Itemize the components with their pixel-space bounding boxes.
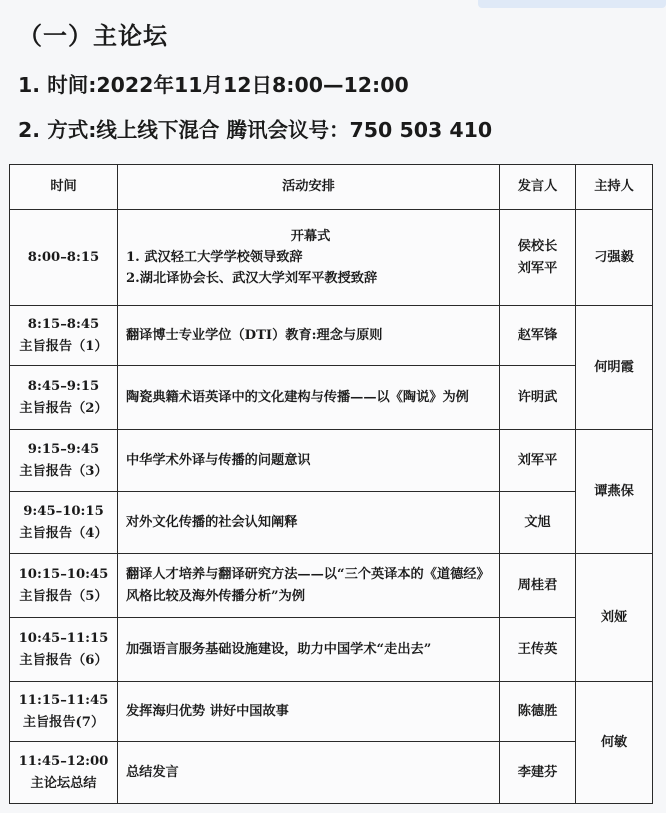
time-range: 8:15–8:45 [27,317,100,333]
table-row [10,742,653,804]
row-speaker: 刘军平 [500,430,576,492]
time-range: 9:45–10:15 [23,504,104,520]
row-activity: 总结发言 [118,742,500,804]
table-row [10,306,653,366]
header-row [10,165,653,210]
host-cell-2: 何明霞 [576,306,653,430]
time-label: 主旨报告(7） [22,714,105,730]
row-activity: 对外文化传播的社会认知阐释 [118,492,500,554]
row-activity: 翻译博士专业学位（DTI）教育:理念与原则 [118,306,500,366]
schedule-table [9,164,653,804]
row-speaker: 许明武 [500,366,576,430]
table-row [10,682,653,742]
time-range: 10:45–11:15 [18,631,109,647]
row-activity: 翻译人才培养与翻译研究方法——以“三个英译本的《道德经》风格比较及海外传播分析”为例 [118,554,500,618]
row-time [10,682,118,742]
table-row [10,210,653,306]
row-activity [118,210,500,306]
time-label: 主旨报告（5） [19,588,108,604]
table-row [10,430,653,492]
time-label: 主旨报告（6） [19,652,108,668]
table-row [10,554,653,618]
row-activity: 加强语言服务基础设施建设，助力中国学术“走出去” [118,618,500,682]
time-label: 主旨报告（2） [19,400,108,416]
time-label: 主旨报告（3） [19,463,108,479]
row-speaker: 文旭 [500,492,576,554]
row-activity: 中华学术外译与传播的问题意识 [118,430,500,492]
host-cell-5: 何敏 [576,682,653,804]
time-range: 11:45–12:00 [18,754,109,770]
header-host: 主持人 [576,165,653,210]
time-label: 主旨报告（4） [19,525,108,541]
row-speaker [500,210,576,306]
host-cell-4: 刘娅 [576,554,653,682]
table-row [10,366,653,430]
time-range: 8:45–9:15 [27,379,100,395]
row-time [10,430,118,492]
row-time [10,492,118,554]
row-activity: 发挥海归优势 讲好中国故事 [118,682,500,742]
row-time [10,618,118,682]
row-time [10,742,118,804]
time-range: 9:15–9:45 [27,442,100,458]
row-speaker: 李建芬 [500,742,576,804]
row-speaker: 王传英 [500,618,576,682]
time-range: 11:15–11:45 [18,693,109,709]
opening-title: 开幕式 [290,228,331,244]
row-time [10,554,118,618]
speaker-2: 刘军平 [517,260,558,276]
top-accent-bar [478,0,666,8]
table-row [10,618,653,682]
time-label: 主旨报告（1） [19,338,108,354]
opening-line-2: 2.湖北译协会长、武汉大学刘军平教授致辞 [126,271,378,287]
row-speaker: 赵军锋 [500,306,576,366]
header-speaker: 发言人 [500,165,576,210]
row-speaker: 陈德胜 [500,682,576,742]
host-cell-3: 谭燕保 [576,430,653,554]
section-heading: （一）主论坛 [18,22,168,50]
row-speaker: 周桂君 [500,554,576,618]
row-time [10,306,118,366]
row-activity: 陶瓷典籍术语英译中的文化建构与传播——以《陶说》为例 [118,366,500,430]
row-time: 8:00–8:15 [10,210,118,306]
row-time [10,366,118,430]
host-cell-1: 刁强毅 [576,210,653,306]
header-activity: 活动安排 [118,165,500,210]
header-time: 时间 [10,165,118,210]
meeting-mode: 2. 方式:线上线下混合 腾讯会议号：750 503 410 [18,118,493,142]
table-row [10,492,653,554]
opening-line-1: 1. 武汉轻工大学学校领导致辞 [126,249,303,265]
time-label: 主论坛总结 [30,775,97,791]
time-range: 10:15–10:45 [18,567,109,583]
speaker-1: 侯校长 [517,239,558,255]
meeting-time: 1. 时间:2022年11月12日8:00—12:00 [18,73,409,97]
